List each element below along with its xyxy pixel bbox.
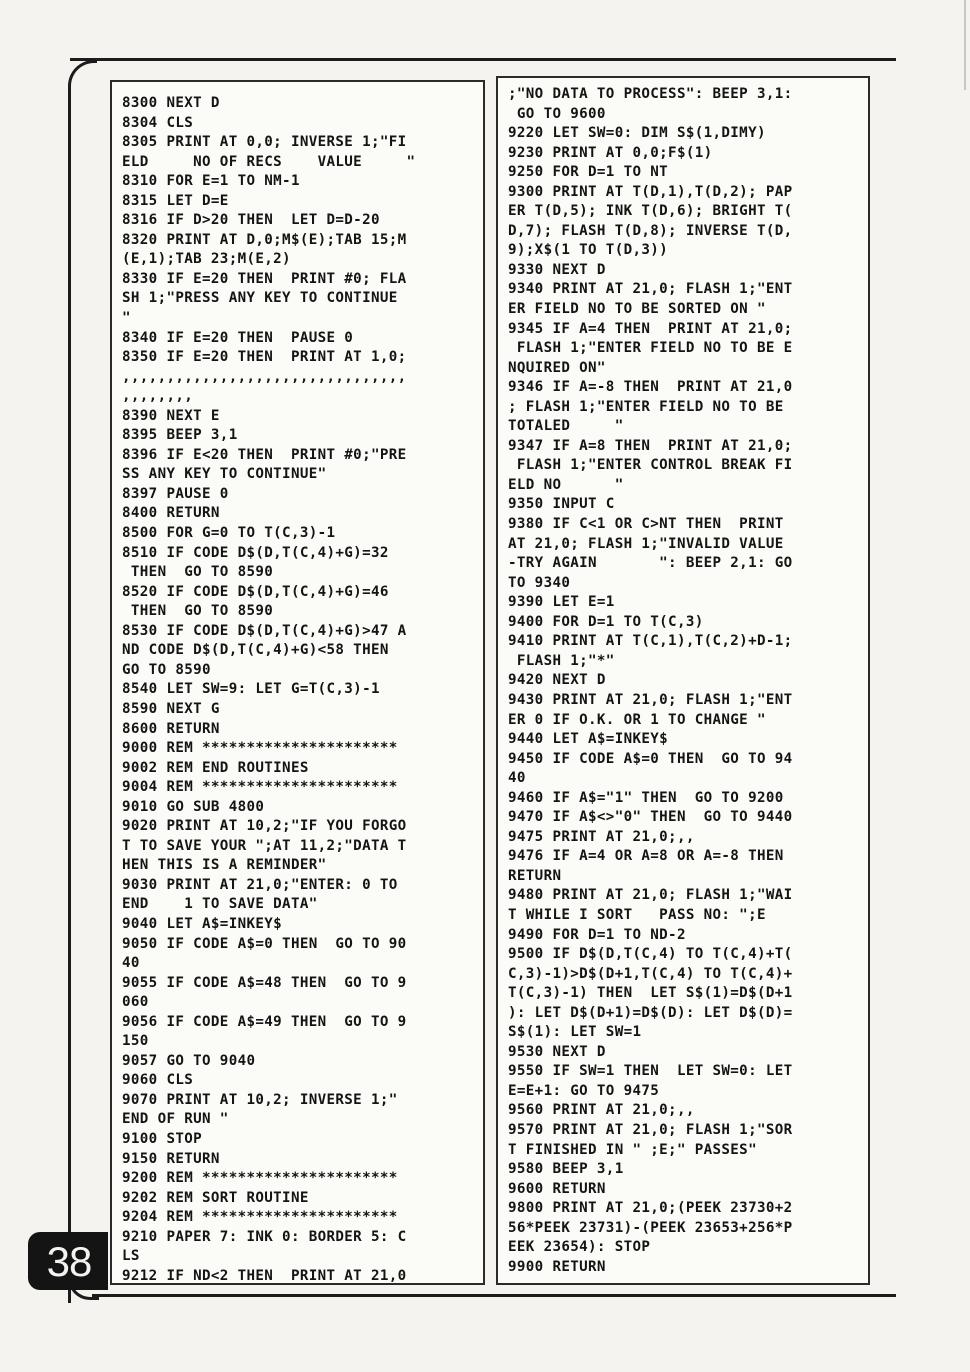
code-line: S$(1): LET SW=1 (508, 1024, 642, 1041)
code-line: ,,,,,,,,,,,,,,,,,,,,,,,,,,,,,,,, (122, 368, 407, 385)
code-line: 9570 PRINT AT 21,0; FLASH 1;"SOR (508, 1121, 793, 1138)
code-line: 8540 LET SW=9: LET G=T(C,3)-1 (122, 681, 380, 698)
code-line: FLASH 1;"ENTER FIELD NO TO BE E (508, 340, 793, 357)
code-line: 9330 NEXT D (508, 261, 606, 278)
code-line: 9);X$(1 TO T(D,3)) (508, 242, 669, 259)
code-line: 8600 RETURN (122, 720, 220, 737)
code-line: ): LET D$(D+1)=D$(D): LET D$(D)= (508, 1004, 793, 1021)
code-line: 8320 PRINT AT D,0;M$(E);TAB 15;M (122, 231, 407, 248)
code-line: FLASH 1;"*" (508, 652, 615, 669)
listing-column-left (110, 80, 485, 1285)
code-line: TOTALED " (508, 418, 624, 435)
code-line: T FINISHED IN " ;E;" PASSES" (508, 1141, 757, 1158)
code-line: 9480 PRINT AT 21,0; FLASH 1;"WAI (508, 887, 793, 904)
code-line: SS ANY KEY TO CONTINUE" (122, 466, 327, 483)
code-line: 9210 PAPER 7: INK 0: BORDER 5: C (122, 1228, 407, 1245)
code-line: 9440 LET A$=INKEY$ (508, 731, 669, 748)
code-line: SH 1;"PRESS ANY KEY TO CONTINUE (122, 290, 398, 307)
code-line: 060 (122, 994, 149, 1011)
code-line: 8395 BEEP 3,1 (122, 427, 238, 444)
frame-left-rule (68, 60, 97, 1303)
code-line: HEN THIS IS A REMINDER" (122, 857, 327, 874)
code-line: 9300 PRINT AT T(D,1),T(D,2); PAP (508, 183, 793, 200)
code-line: 9202 REM SORT ROUTINE (122, 1189, 309, 1206)
code-line: LS (122, 1248, 140, 1265)
code-line: 9530 NEXT D (508, 1043, 606, 1060)
code-line: 9475 PRINT AT 21,0;,, (508, 828, 695, 845)
code-line: THEN GO TO 8590 (122, 603, 274, 620)
code-line: 9010 GO SUB 4800 (122, 798, 265, 815)
code-line: 56*PEEK 23731)-(PEEK 23653+256*P (508, 1219, 793, 1236)
code-line: GO TO 9600 (508, 105, 606, 122)
code-line: 9476 IF A=4 OR A=8 OR A=-8 THEN (508, 848, 784, 865)
code-line: 8396 IF E<20 THEN PRINT #0;"PRE (122, 446, 407, 463)
code-line: ; FLASH 1;"ENTER FIELD NO TO BE (508, 398, 784, 415)
code-line: 9450 IF CODE A$=0 THEN GO TO 94 (508, 750, 793, 767)
code-line: 9580 BEEP 3,1 (508, 1161, 624, 1178)
code-line: ER FIELD NO TO BE SORTED ON " (508, 301, 766, 318)
page-number: 38 (46, 1238, 92, 1285)
code-line: EEK 23654): STOP (508, 1239, 651, 1256)
code-line: 8397 PAUSE 0 (122, 485, 229, 502)
listing-column-right (496, 76, 870, 1285)
code-line: " (122, 310, 131, 327)
code-line: 8316 IF D>20 THEN LET D=D-20 (122, 212, 380, 229)
code-line: 9350 INPUT C (508, 496, 615, 513)
code-line: RETURN (508, 867, 562, 884)
code-line: NQUIRED ON" (508, 359, 606, 376)
code-line: 8304 CLS (122, 114, 194, 131)
code-line: 9200 REM ********************** (122, 1170, 398, 1187)
code-line: 8390 NEXT E (122, 407, 220, 424)
code-line: 9420 NEXT D (508, 672, 606, 689)
code-line: 9070 PRINT AT 10,2; INVERSE 1;" (122, 1091, 398, 1108)
code-line: 40 (508, 770, 526, 787)
code-line: 9460 IF A$="1" THEN GO TO 9200 (508, 789, 784, 806)
code-line: 8510 IF CODE D$(D,T(C,4)+G)=32 (122, 544, 389, 561)
code-line: THEN GO TO 8590 (122, 564, 274, 581)
code-line: ND CODE D$(D,T(C,4)+G)<58 THEN (122, 642, 389, 659)
code-line: 9220 LET SW=0: DIM S$(1,DIMY) (508, 125, 766, 142)
code-line: 9346 IF A=-8 THEN PRINT AT 21,0 (508, 379, 793, 396)
code-line: ELD NO " (508, 476, 624, 493)
code-line: ER 0 IF O.K. OR 1 TO CHANGE " (508, 711, 766, 728)
code-line: 9150 RETURN (122, 1150, 220, 1167)
code-line: 9380 IF C<1 OR C>NT THEN PRINT (508, 516, 784, 533)
page-edge-mark (954, 0, 966, 90)
code-line: 9230 PRINT AT 0,0;F$(1) (508, 144, 713, 161)
code-line: 9100 STOP (122, 1130, 203, 1147)
code-line: 9050 IF CODE A$=0 THEN GO TO 90 (122, 935, 407, 952)
code-line: 9204 REM ********************** (122, 1209, 398, 1226)
code-line: 9056 IF CODE A$=49 THEN GO TO 9 (122, 1013, 407, 1030)
code-line: 40 (122, 955, 140, 972)
code-line: 9004 REM ********************** (122, 779, 398, 796)
code-line: 9560 PRINT AT 21,0;,, (508, 1102, 695, 1119)
code-line: TO 9340 (508, 574, 571, 591)
code-line: 9470 IF A$<>"0" THEN GO TO 9440 (508, 809, 793, 826)
code-line: 8590 NEXT G (122, 700, 220, 717)
code-line: 9430 PRINT AT 21,0; FLASH 1;"ENT (508, 691, 793, 708)
code-line: 9550 IF SW=1 THEN LET SW=0: LET (508, 1063, 793, 1080)
code-line: 9390 LET E=1 (508, 594, 615, 611)
code-line: T(C,3)-1) THEN LET S$(1)=D$(D+1 (508, 985, 793, 1002)
code-line: 9060 CLS (122, 1072, 194, 1089)
code-line: END OF RUN " (122, 1111, 229, 1128)
code-line: 9347 IF A=8 THEN PRINT AT 21,0; (508, 437, 793, 454)
code-line: 9800 PRINT AT 21,0;(PEEK 23730+2 (508, 1200, 793, 1217)
code-line: 9000 REM ********************** (122, 740, 398, 757)
code-line: 9250 FOR D=1 TO NT (508, 164, 669, 181)
code-line: 8340 IF E=20 THEN PAUSE 0 (122, 329, 354, 346)
code-line: FLASH 1;"ENTER CONTROL BREAK FI (508, 457, 793, 474)
code-line: 9490 FOR D=1 TO ND-2 (508, 926, 686, 943)
code-line: 9030 PRINT AT 21,0;"ENTER: 0 TO (122, 876, 398, 893)
code-line: 9410 PRINT AT T(C,1),T(C,2)+D-1; (508, 633, 793, 650)
code-line: 8300 NEXT D (122, 95, 220, 111)
code-line: 9900 RETURN (508, 1258, 606, 1275)
code-line: GO TO 8590 (122, 661, 211, 678)
frame-top-rule (70, 58, 896, 61)
code-line: 8400 RETURN (122, 505, 220, 522)
code-line: 9002 REM END ROUTINES (122, 759, 309, 776)
code-line: ,,,,,,,, (122, 388, 194, 405)
code-line: 150 (122, 1033, 149, 1050)
code-line: 9020 PRINT AT 10,2;"IF YOU FORGO (122, 818, 407, 835)
code-line: 8350 IF E=20 THEN PRINT AT 1,0; (122, 349, 407, 366)
code-line: 9055 IF CODE A$=48 THEN GO TO 9 (122, 974, 407, 991)
code-line: 9400 FOR D=1 TO T(C,3) (508, 613, 704, 630)
code-line: 8520 IF CODE D$(D,T(C,4)+G)=46 (122, 583, 389, 600)
code-line: 8530 IF CODE D$(D,T(C,4)+G)>47 A (122, 622, 407, 639)
code-line: ER T(D,5); INK T(D,6); BRIGHT T( (508, 203, 793, 220)
code-line: (E,1);TAB 23;M(E,2) (122, 251, 291, 268)
code-line: ELD NO OF RECS VALUE " (122, 153, 416, 170)
code-line: 9057 GO TO 9040 (122, 1052, 256, 1069)
frame-bottom-rule (92, 1294, 896, 1297)
code-line: C,3)-1)>D$(D+1,T(C,4) TO T(C,4)+ (508, 965, 793, 982)
code-line: 9340 PRINT AT 21,0; FLASH 1;"ENT (508, 281, 793, 298)
code-line: 9212 IF ND<2 THEN PRINT AT 21,0 (122, 1267, 407, 1284)
code-line: E=E+1: GO TO 9475 (508, 1082, 660, 1099)
code-line: T WHILE I SORT PASS NO: ";E (508, 906, 766, 923)
code-line: D,7); FLASH T(D,8); INVERSE T(D, (508, 222, 793, 239)
code-line: 9040 LET A$=INKEY$ (122, 915, 283, 932)
code-line: 8305 PRINT AT 0,0; INVERSE 1;"FI (122, 134, 407, 151)
code-line: END 1 TO SAVE DATA" (122, 896, 318, 913)
code-line: AT 21,0; FLASH 1;"INVALID VALUE (508, 535, 784, 552)
code-line: ;"NO DATA TO PROCESS": BEEP 3,1: (508, 86, 793, 102)
code-line: -TRY AGAIN ": BEEP 2,1: GO (508, 555, 793, 572)
code-line: T TO SAVE YOUR ";AT 11,2;"DATA T (122, 837, 407, 854)
code-line: 9500 IF D$(D,T(C,4) TO T(C,4)+T( (508, 946, 793, 963)
code-line: 9345 IF A=4 THEN PRINT AT 21,0; (508, 320, 793, 337)
code-line: 8330 IF E=20 THEN PRINT #0; FLA (122, 270, 407, 287)
code-line: 9600 RETURN (508, 1180, 606, 1197)
code-line: 8310 FOR E=1 TO NM-1 (122, 173, 300, 190)
code-line: 8500 FOR G=0 TO T(C,3)-1 (122, 525, 336, 542)
code-line: 8315 LET D=E (122, 192, 229, 209)
